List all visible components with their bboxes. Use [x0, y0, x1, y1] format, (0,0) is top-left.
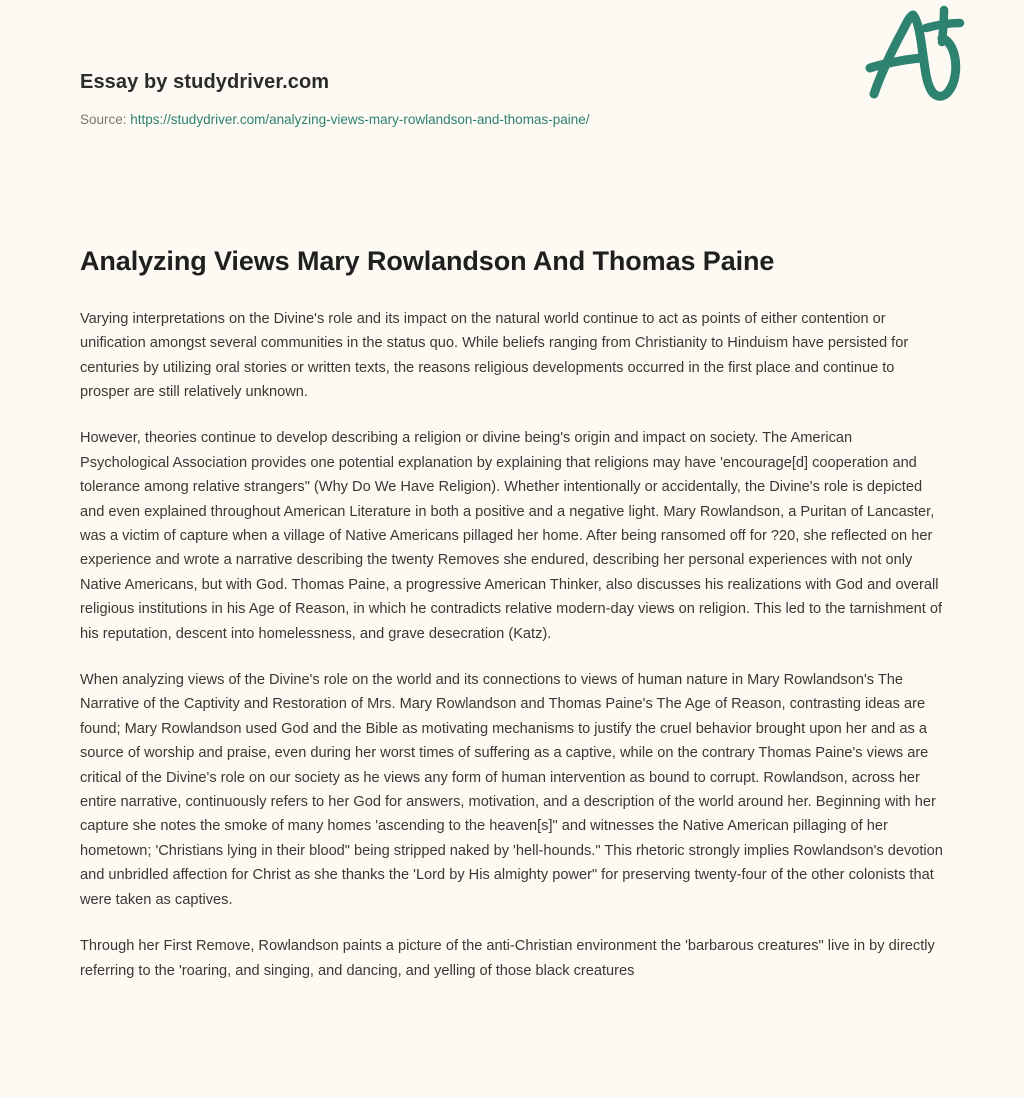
article-paragraph: When analyzing views of the Divine's role on the world and its connections to views of human nature in Mary Rowlandson's The Narrative of the Captivity and Restoration of Mrs. Mary Rowlandson and Thomas Paine's The Age of Reason, contrasting ideas are found; Mary Rowlandson used God and the Bible as motivating mechanisms to justify the cruel behavior brought upon her and as a source of worship and praise, even during her worst times of suffering as a captive, while on the contrary Thomas Paine's views are critical of the Divine's role on our society as he views any form of human intervention as bound to corrupt. Rowlandson, across her entire narrative, continuously refers to her God for answers, motivation, and a description of the world around her. Beginning with her capture she notes the smoke of many homes 'ascending to the heaven[s]" and witnesses the Native American pillaging of her hometown; 'Christians lying in their blood" being stripped naked by 'hell-hounds." This rhetoric strongly implies Rowlandson's devotion and unbridled affection for Christ as she thanks the 'Lord by His almighty power" for preserving twenty-four of the other colonists that were taken as captives. — [80, 672, 943, 908]
page-title: Analyzing Views Mary Rowlandson And Thomas Paine — [80, 246, 775, 276]
source-url-link[interactable]: https://studydriver.com/analyzing-views-mary-rowlandson-and-thomas-paine/ — [130, 112, 590, 127]
source-label: Source: — [80, 112, 131, 127]
article-paragraph: Varying interpretations on the Divine's role and its impact on the natural world continue to act as points of either contention or unification amongst several communities in the status quo. While beliefs ranging from Christianity to Hinduism have persisted for centuries by utilizing oral stories or written texts, the reasons religious developments occurred in the first place and continue to prosper are still relatively unknown. — [80, 310, 909, 400]
source-line — [80, 111, 944, 129]
page-header — [80, 0, 944, 127]
a-plus-logo — [862, 2, 972, 107]
article-paragraph: Through her First Remove, Rowlandson paints a picture of the anti-Christian environment the 'barbarous creatures" live in by directly referring to the 'roaring, and singing, and dancing, and yelling of those black creatures — [80, 938, 935, 979]
article-paragraph: However, theories continue to develop describing a religion or divine being's origin and impact on society. The American Psychological Association provides one potential explanation by explaining that religions may have 'encourage[d] cooperation and tolerance among relative strangers" (Why Do We Have Religion). Whether intentionally or accidentally, the Divine's role is depicted and even explained throughout American Literature in both a positive and a negative light. Mary Rowlandson, a Puritan of Lancaster, was a victim of capture when a village of Native Americans pillaged her home. After being ransomed off for ?20, she reflected on her experience and wrote a narrative describing the twenty Removes she endured, describing her personal experiences with not only Native Americans, but with God. Thomas Paine, a progressive American Thinker, also discusses his realizations with God and overall religious institutions in his Age of Reason, in which he contradicts relative modern-day views on religion. This led to the tarnishment of his reputation, descent into homelessness, and grave desecration (Katz). — [80, 430, 943, 642]
article-body — [80, 279, 944, 983]
a-plus-logo-icon — [862, 2, 972, 107]
brand-byline: Essay by studydriver.com — [80, 71, 330, 93]
